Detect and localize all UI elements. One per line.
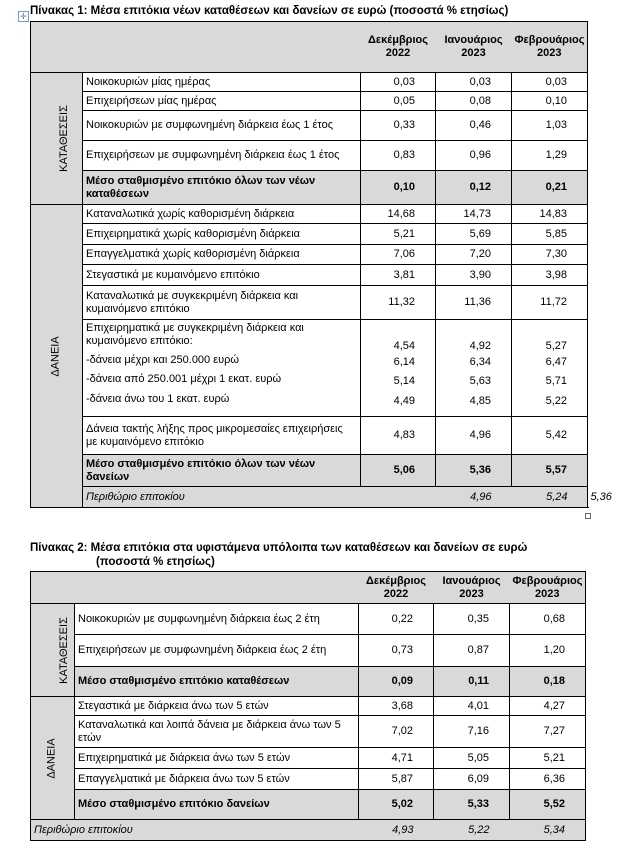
row-label: Νοικοκυριών με συμφωνημένη διάρκεια έως 1 έτος [83,111,361,141]
table1 [30,21,612,508]
table-row [31,635,586,667]
cell-value: 4,96 [436,417,512,455]
table2-title-line1: Πίνακας 2: Μέσα επιτόκια στα υφιστάμενα υπόλοιπα των καταθέσεων και δανείων σε ευρώ [30,542,528,554]
cell-value: 5,85 [512,224,588,245]
table-row-business-loans [31,320,588,417]
cell-value: 1,20 [510,635,586,667]
row-label: Στεγαστικά με κυμαινόμενο επιτόκιο [83,265,361,286]
cell-value: 4,71 [359,748,434,769]
cell-value: 0,11 [434,667,510,697]
cell-value: 4,93 [359,820,434,841]
cell-value: 5,57 [512,455,588,487]
cell-value: 14,83 [512,205,588,224]
cell-value: 0,10 [361,171,436,205]
table2-title-line2: (ποσοστά % ετησίως) [96,556,215,568]
cell-value: 0,35 [434,604,510,635]
cell-value: 0,96 [436,141,512,171]
business-loans-sub: -δάνεια άνω του 1 εκατ. ευρώ [86,393,230,405]
business-loans-feb: 5,27 6,47 5,71 5,22 [512,320,588,417]
cell-value: 5,22 [434,820,510,841]
cell-value: 5,33 [434,790,510,820]
row-label: Νοικοκυριών με συμφωνημένη διάρκεια έως 2 έτη [75,604,359,635]
table2-header-row [31,572,586,604]
cell-value: 5,06 [361,455,436,487]
cell-value: 0,10 [512,92,588,111]
row-label: Επαγγελματικά χωρίς καθορισμένη διάρκεια [83,245,361,265]
cell-value: 0,18 [510,667,586,697]
business-loans-jan: 4,92 6,34 5,63 4,85 [436,320,512,417]
row-label: Επιχειρήσεων με συμφωνημένη διάρκεια έως 2 έτη [75,635,359,667]
cell-value: 4,96 [436,487,512,508]
cell-value: 5,36 [436,455,512,487]
cell-value: 7,16 [434,716,510,748]
cell-value: 5,05 [434,748,510,769]
row-label: Στεγαστικά με διάρκεια άνω των 5 ετών [75,697,359,716]
cell-value: 14,73 [436,205,512,224]
col-header-jan: Ιανουάριος 2023 [436,22,512,73]
cell-value: 0,68 [510,604,586,635]
cell-value: 11,36 [436,286,512,320]
table-row [31,265,588,286]
cell-value: 6,36 [510,769,586,790]
row-label: Επαγγελματικά με διάρκεια άνω των 5 ετών [75,769,359,790]
cell-value: 0,22 [359,604,434,635]
table2 [30,571,586,841]
table-row [31,111,588,141]
table-row [31,245,588,265]
loans-section-label: ΔΑΝΕΙΑ [31,697,75,820]
cell-value: 4,27 [510,697,586,716]
row-label: Δάνεια τακτής λήξης προς μικρομεσαίες επιχειρήσεις με κυμαινόμενο επιτόκιο [83,417,361,455]
cell-value: 7,30 [512,245,588,265]
cell-value: 0,09 [359,667,434,697]
cell-value: 11,32 [361,286,436,320]
cell-value: 3,68 [359,697,434,716]
col-header-dec: Δεκέμβριος 2022 [361,22,436,73]
cell-value: 0,83 [361,141,436,171]
cell-value: 4,01 [434,697,510,716]
table-row [31,769,586,790]
cell-value: 5,52 [510,790,586,820]
table-resize-handle[interactable] [585,513,591,519]
business-loans-dec: 4,54 6,14 5,14 4,49 [361,320,436,417]
loans-section-label: ΔΑΝΕΙΑ [31,205,83,508]
cell-value: 0,46 [436,111,512,141]
header-blank [31,22,361,73]
cell-value: 0,03 [361,73,436,92]
row-label: Καταναλωτικά και λοιπά δάνεια με διάρκεια άνω των 5 ετών [75,716,359,748]
cell-value: 0,73 [359,635,434,667]
table-row-average [31,171,588,205]
row-label: Επιχειρηματικά χωρίς καθορισμένη διάρκεια [83,224,361,245]
table-row-margin: Περιθώριο επιτοκίου 4,96 5,24 5,36 [31,487,588,508]
row-label: Μέσο σταθμισμένο επιτόκιο όλων των νέων καταθέσεων [83,171,361,205]
business-loans-heading: Επιχειρηματικά με συγκεκριμένη διάρκεια και κυμαινόμενο επιτόκιο: [86,322,304,347]
cell-value: 7,02 [359,716,434,748]
business-loans-sub: -δάνεια από 250.001 μέχρι 1 εκατ. ευρώ [86,373,282,385]
table-row [31,417,588,455]
table-row [31,205,588,224]
business-loans-sub: -δάνεια μέχρι και 250.000 ευρώ [86,354,239,366]
cell-value: 0,87 [434,635,510,667]
row-label: Επιχειρηματικά με διάρκεια άνω των 5 ετών [75,748,359,769]
cell-value: 6,09 [434,769,510,790]
business-loans-cell [83,320,361,417]
cell-value: 0,03 [512,73,588,92]
cell-value: 3,81 [361,265,436,286]
cell-value: 5,42 [512,417,588,455]
col-header-jan: Ιανουάριος 2023 [434,572,510,604]
table1-title: Πίνακας 1: Μέσα επιτόκια νέων καταθέσεων και δανείων σε ευρώ (ποσοστά % ετησίως) [30,5,509,17]
cell-value: 0,03 [436,73,512,92]
table-row [31,716,586,748]
cell-value: 5,87 [359,769,434,790]
col-header-feb: Φεβρουάριος 2023 [512,22,588,73]
row-label: Περιθώριο επιτοκίου [83,487,436,508]
cell-value: 3,90 [436,265,512,286]
table-row [31,141,588,171]
table-row [31,286,588,320]
cell-value: 5,21 [510,748,586,769]
table-row-average [31,455,588,487]
cell-value: 5,21 [361,224,436,245]
row-label: Μέσο σταθμισμένο επιτόκιο καταθέσεων [75,667,359,697]
row-label: Περιθώριο επιτοκίου [31,820,359,841]
row-label: Νοικοκυριών μίας ημέρας [83,73,361,92]
table-row [31,604,586,635]
table-row [31,697,586,716]
table-move-handle-icon[interactable]: ✛ [18,11,29,22]
cell-value: 0,12 [436,171,512,205]
row-label: Μέσο σταθμισμένο επιτόκιο δανείων [75,790,359,820]
table-row-average [31,667,586,697]
table-row [31,73,588,92]
table-row [31,92,588,111]
cell-value: 14,68 [361,205,436,224]
table-row-average [31,790,586,820]
cell-value: 5,34 [510,820,586,841]
cell-value: 0,05 [361,92,436,111]
cell-value: 5,02 [359,790,434,820]
row-label: Επιχειρήσεων με συμφωνημένη διάρκεια έως 1 έτος [83,141,361,171]
table1-header-row [31,22,588,73]
cell-value: 7,20 [436,245,512,265]
cell-value: 0,08 [436,92,512,111]
row-label: Καταναλωτικά χωρίς καθορισμένη διάρκεια [83,205,361,224]
deposits-section-label: ΚΑΤΑΘΕΣΕΙΣ [31,604,75,697]
table-row [31,224,588,245]
cell-value: 5,69 [436,224,512,245]
row-label: Μέσο σταθμισμένο επιτόκιο όλων των νέων δανείων [83,455,361,487]
row-label: Επιχειρήσεων μίας ημέρας [83,92,361,111]
row-label: Καταναλωτικά με συγκεκριμένη διάρκεια και κυμαινόμενο επιτόκιο [83,286,361,320]
deposits-section-label: ΚΑΤΑΘΕΣΕΙΣ [31,73,83,205]
cell-value: 4,83 [361,417,436,455]
cell-value: 7,27 [510,716,586,748]
cell-value: 7,06 [361,245,436,265]
table-row [31,748,586,769]
cell-value: 0,21 [512,171,588,205]
header-blank [31,572,359,604]
table-row-margin [31,820,586,841]
col-header-dec: Δεκέμβριος 2022 [359,572,434,604]
cell-value: 3,98 [512,265,588,286]
cell-value: 1,29 [512,141,588,171]
cell-value: 0,33 [361,111,436,141]
cell-value: 11,72 [512,286,588,320]
cell-value: 1,03 [512,111,588,141]
col-header-feb: Φεβρουάριος 2023 [510,572,586,604]
cell-value: 5,24 [512,487,588,508]
